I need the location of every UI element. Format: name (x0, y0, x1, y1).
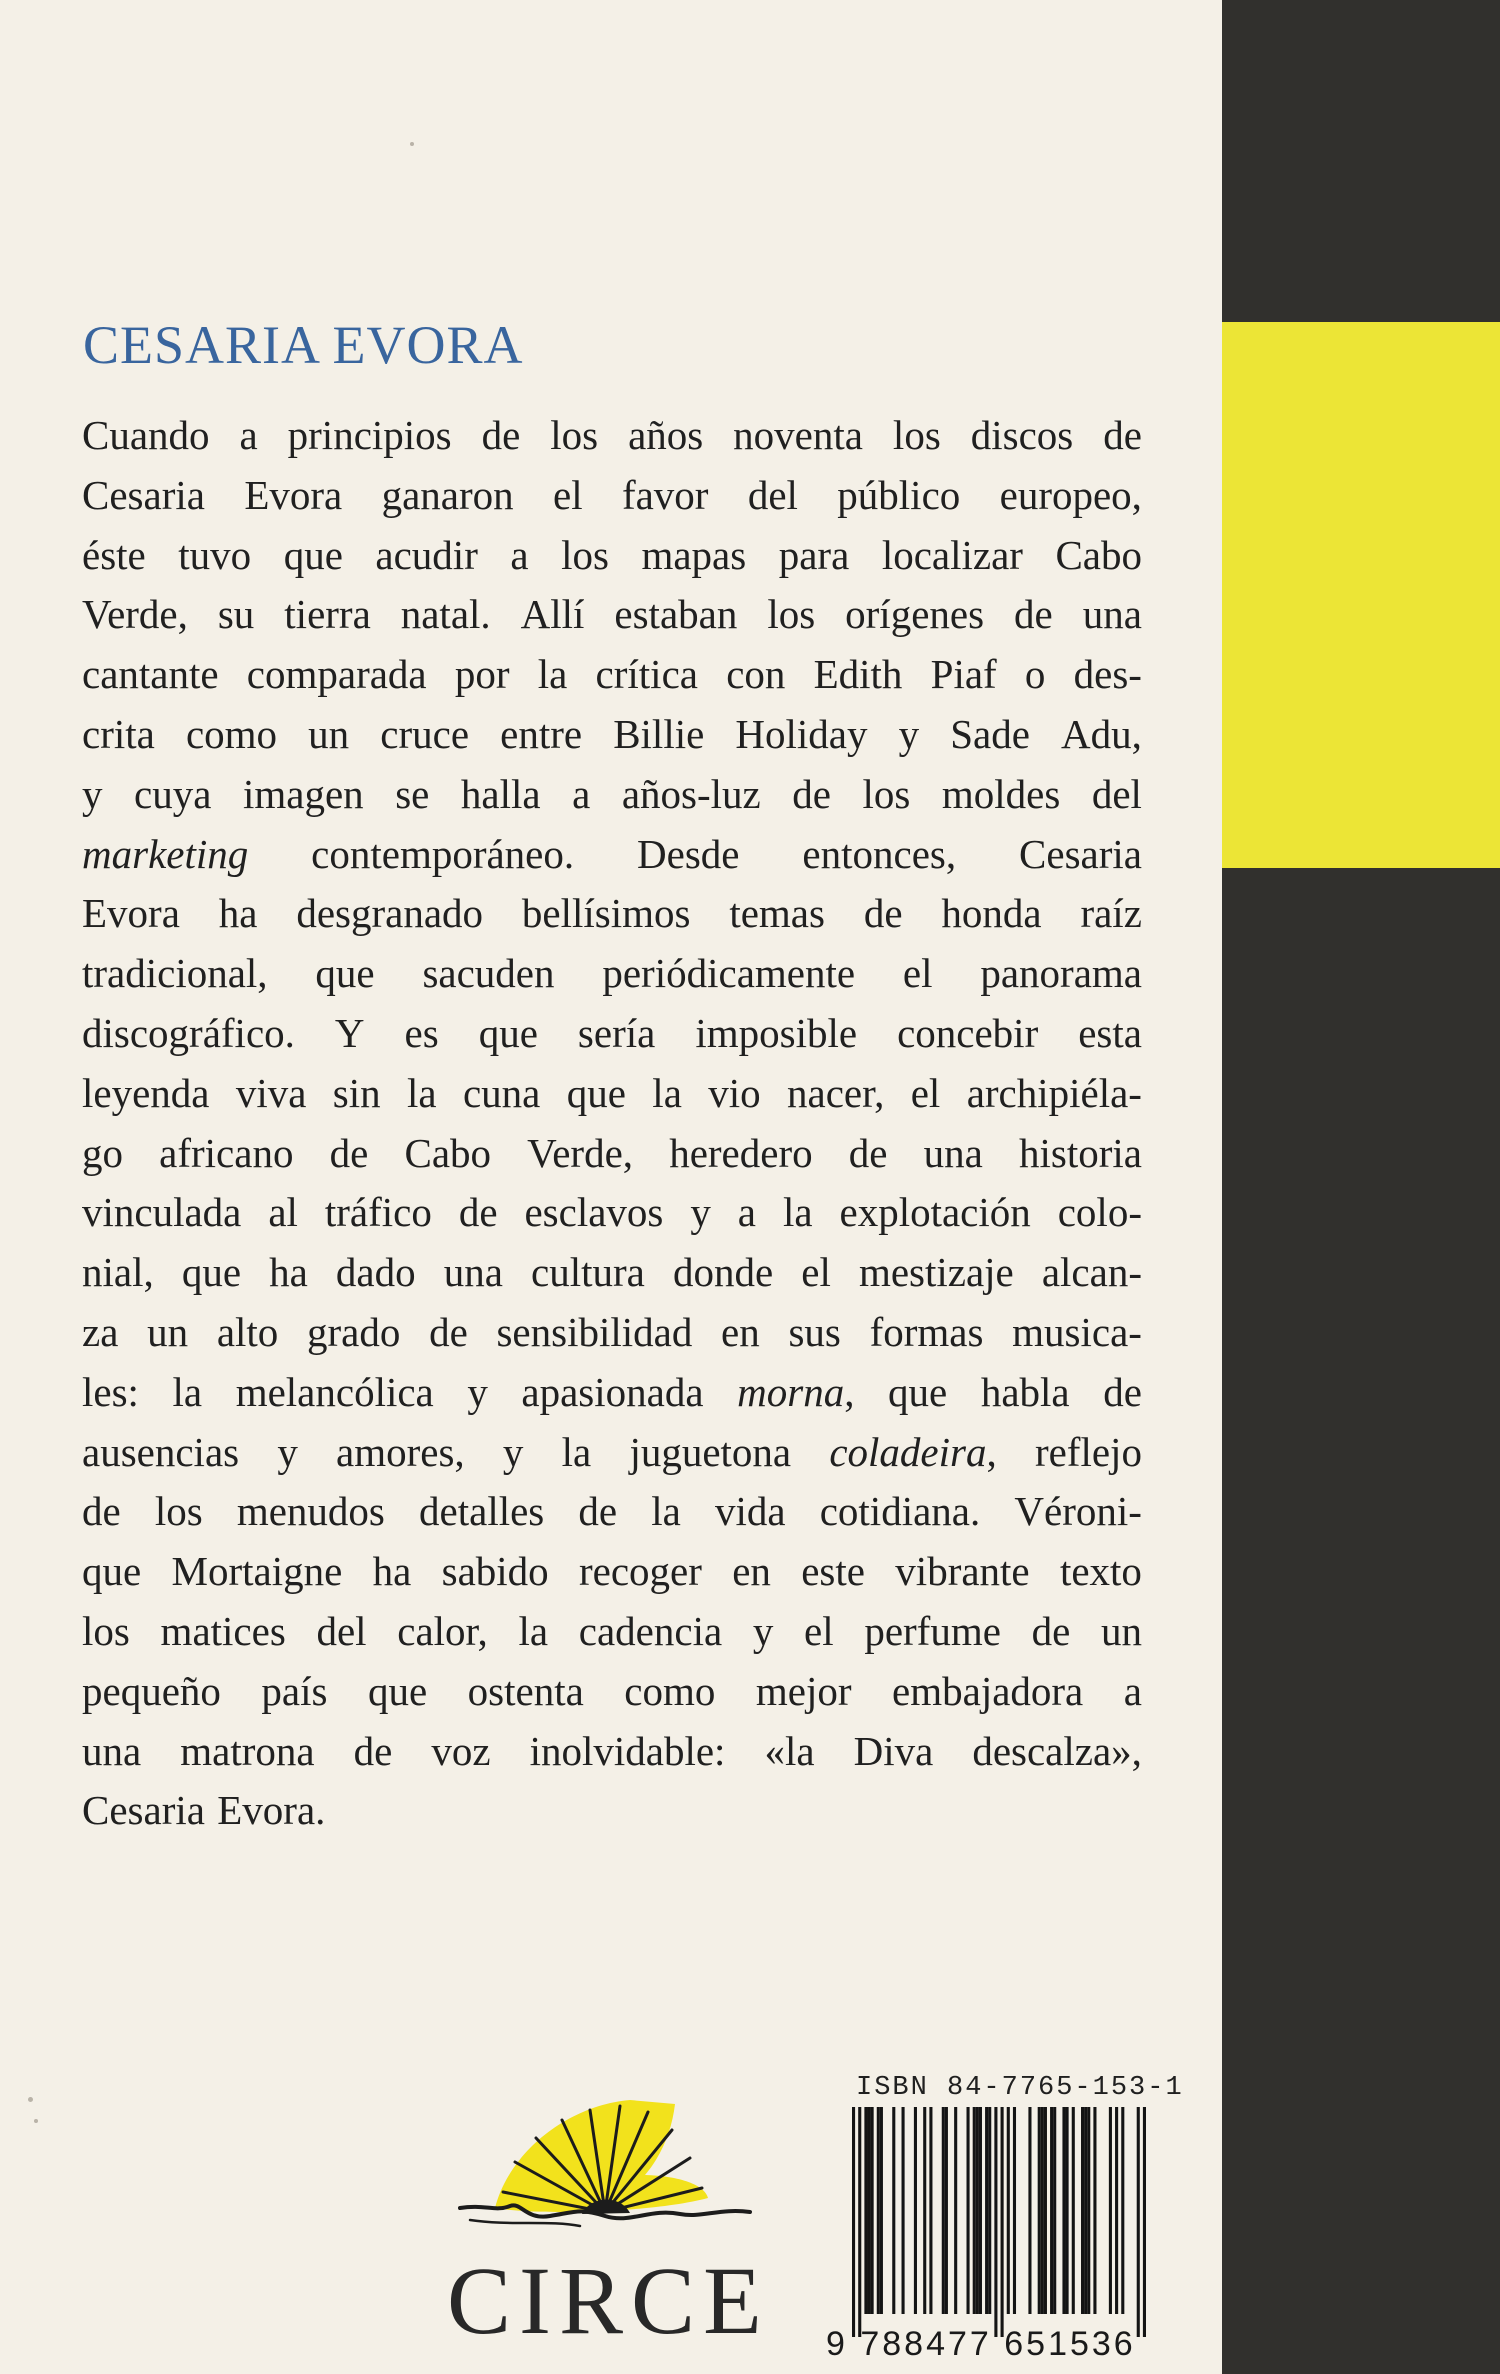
blurb-line: de los menudos detalles de la vida cotidiana. Véroni- (82, 1488, 1142, 1535)
barcode-bar (867, 2107, 870, 2314)
barcode-bar (929, 2107, 932, 2314)
book-title: CESARIA EVORA (83, 315, 524, 375)
barcode-bar (1081, 2107, 1084, 2314)
barcode-bar (1001, 2107, 1004, 2337)
barcode-bar (1007, 2107, 1010, 2314)
barcode-bar (985, 2107, 988, 2314)
barcode-bar (1084, 2107, 1087, 2314)
spine-stripe-dark-top (1222, 0, 1500, 322)
spine-stripe-yellow (1222, 322, 1500, 868)
barcode-bar (1062, 2107, 1065, 2314)
blurb-line: nial, que ha dado una cultura donde el mestizaje alcan- (82, 1249, 1142, 1296)
barcode-bar (877, 2107, 880, 2314)
blurb-line: y cuya imagen se halla a años-luz de los moldes del (82, 770, 1142, 817)
barcode-bar (1087, 2107, 1090, 2314)
barcode-bar (1013, 2107, 1016, 2314)
barcode-bar (880, 2107, 883, 2314)
barcode-bar (1044, 2107, 1047, 2314)
blurb-line: una matrona de voz inolvidable: «la Diva descalza», (82, 1727, 1142, 1774)
barcode-bar (979, 2107, 982, 2314)
paper-speck (28, 2097, 33, 2102)
paper-speck (34, 2119, 38, 2123)
barcode-bar (967, 2107, 970, 2314)
barcode-bar (852, 2107, 855, 2337)
blurb-line: los matices del calor, la cadencia y el perfume de un (82, 1607, 1142, 1654)
barcode-bar (1072, 2107, 1075, 2314)
isbn-label: ISBN 84-7765-153-1 (856, 2073, 1184, 2103)
barcode-bar (1053, 2107, 1056, 2314)
ean-digits: 9 788477 651536 (826, 2325, 1136, 2363)
blurb-line: Verde, su tierra natal. Allí estaban los orígenes de una (82, 591, 1142, 638)
blurb-line: que Mortaigne ha sabido recoger en este vibrante texto (82, 1548, 1142, 1595)
barcode-bar (914, 2107, 917, 2314)
blurb-line: Cesaria Evora ganaron el favor del público europeo, (82, 471, 1142, 518)
barcode-bar (1028, 2107, 1031, 2314)
blurb-line: marketing contemporáneo. Desde entonces, Cesaria (82, 830, 1142, 877)
barcode-bar (864, 2107, 867, 2314)
barcode-bar (858, 2107, 861, 2337)
blurb-line: discográfico. Y es que sería imposible concebir esta (82, 1009, 1142, 1056)
barcode-bar (1066, 2107, 1069, 2314)
barcode-bar (1041, 2107, 1044, 2314)
barcode-bar (994, 2107, 997, 2337)
blurb-line: Evora ha desgranado bellísimos temas de honda raíz (82, 890, 1142, 937)
barcode-bar (902, 2107, 905, 2314)
sun-rays-logo-icon (440, 2080, 770, 2260)
blurb-paragraph (82, 406, 1142, 1841)
barcode-bar (988, 2107, 991, 2314)
blurb-line: vinculada al tráfico de esclavos y a la explotación colo- (82, 1189, 1142, 1236)
barcode-icon (852, 2107, 1146, 2337)
spine-stripe-dark-bottom (1222, 868, 1500, 2374)
blurb-line: Cuando a principios de los años noventa los discos de (82, 412, 1142, 458)
barcode-bar (945, 2107, 948, 2314)
blurb-line: crita como un cruce entre Billie Holiday y Sade Adu, (82, 710, 1142, 757)
publisher-name: CIRCE (447, 2247, 770, 2354)
blurb-line: tradicional, que sacuden periódicamente el panorama (82, 950, 1142, 997)
barcode-bar (871, 2107, 874, 2314)
blurb-line: leyenda viva sin la cuna que la vio nacer, el archipiéla- (82, 1069, 1142, 1116)
barcode-bar (1093, 2107, 1096, 2314)
barcode-bar (1115, 2107, 1118, 2314)
blurb-line: éste tuvo que acudir a los mapas para localizar Cabo (82, 531, 1142, 578)
blurb-line: za un alto grado de sensibilidad en sus formas musica- (82, 1308, 1142, 1355)
barcode-bar (923, 2107, 926, 2314)
blurb-line: pequeño país que ostenta como mejor embajadora a (82, 1667, 1142, 1714)
barcode-bar (1038, 2107, 1041, 2314)
barcode-bar (976, 2107, 979, 2314)
barcode-bar (1137, 2107, 1140, 2337)
barcode-bar (1121, 2107, 1124, 2314)
barcode-bar (1109, 2107, 1112, 2314)
barcode-bar (892, 2107, 895, 2314)
blurb-line: Cesaria Evora. (82, 1787, 326, 1834)
barcode-bar (1050, 2107, 1053, 2314)
blurb-line: cantante comparada por la crítica con Edith Piaf o des- (82, 651, 1142, 698)
barcode-bar (1143, 2107, 1146, 2337)
barcode-bar (954, 2107, 957, 2314)
blurb-line: les: la melancólica y apasionada morna, que habla de (82, 1368, 1142, 1415)
barcode-bar (973, 2107, 976, 2314)
blurb-line: ausencias y amores, y la juguetona coladeira, reflejo (82, 1428, 1142, 1475)
blurb-line: go africano de Cabo Verde, heredero de una historia (82, 1129, 1142, 1176)
paper-speck (410, 142, 414, 146)
barcode-bar (942, 2107, 945, 2314)
isbn-block (826, 2073, 1184, 2365)
